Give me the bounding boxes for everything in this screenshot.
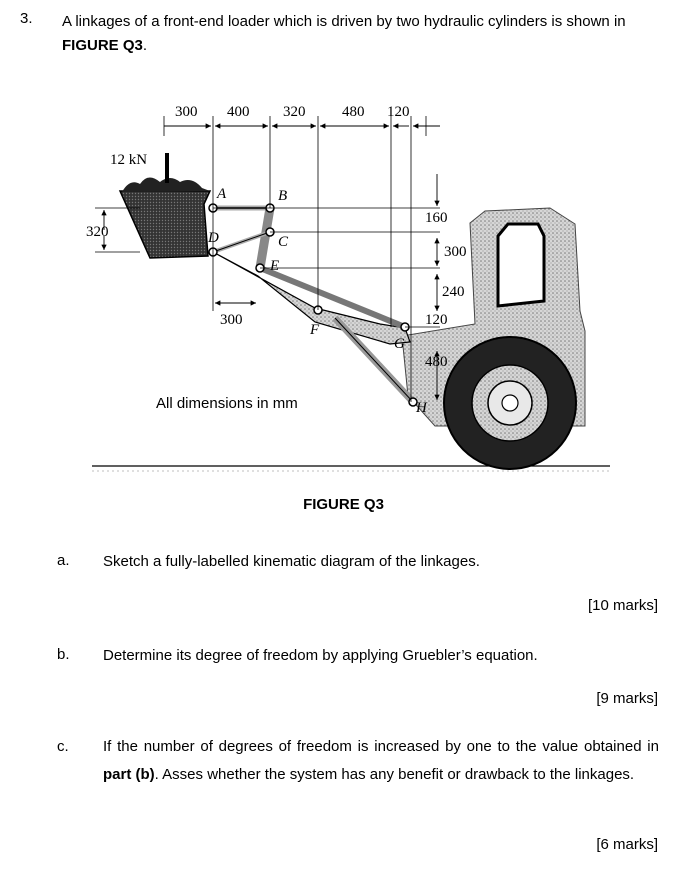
part-a-text: Sketch a fully-labelled kinematic diagram of the linkages. — [103, 553, 480, 570]
part-a-letter: a. — [57, 552, 70, 569]
linkages — [209, 204, 417, 406]
question-text-body: A linkages of a front-end loader which is driven by two hydraulic cylinders is shown in — [62, 13, 626, 30]
question-text — [62, 10, 662, 58]
right-dim-5: 480 — [425, 354, 448, 370]
part-c-text-before: If the number of degrees of freedom is increased by one to the value obtained in — [103, 738, 659, 755]
point-label-B: B — [278, 188, 288, 204]
point-label-E: E — [270, 258, 280, 274]
point-label-H: H — [416, 400, 427, 416]
bucket — [120, 177, 210, 258]
part-c-letter: c. — [57, 738, 69, 755]
bottom-dim: 300 — [220, 312, 243, 328]
top-dim-4: 480 — [342, 104, 365, 120]
part-b-letter: b. — [57, 646, 70, 663]
part-c-text-after: . Asses whether the system has any benefit or drawback to the linkages. — [154, 766, 635, 783]
part-b-text: Determine its degree of freedom by applying Gruebler’s equation. — [103, 647, 538, 664]
part-a-marks: [10 marks] — [587, 597, 658, 614]
load-label: 12 kN — [110, 152, 148, 168]
part-b-marks: [9 marks] — [596, 690, 658, 707]
right-dim-4: 120 — [425, 312, 448, 328]
right-dim-1: 160 — [425, 210, 448, 226]
point-label-F: F — [310, 322, 320, 338]
question-text-end: . — [142, 37, 148, 54]
right-dim-2: 300 — [444, 244, 467, 260]
right-dim-3: 240 — [442, 284, 465, 300]
part-c-bold: part (b) — [103, 766, 155, 783]
part-c-marks: [6 marks] — [596, 836, 658, 853]
point-label-G: G — [394, 336, 405, 352]
dimensions-note: All dimensions in mm — [156, 395, 298, 412]
left-dim: 320 — [86, 224, 109, 240]
point-label-A: A — [217, 186, 227, 202]
ground — [92, 466, 610, 471]
top-dim-1: 300 — [175, 104, 198, 120]
question-number: 3. — [20, 10, 33, 27]
loader-figure — [80, 96, 620, 491]
load-arrow — [165, 153, 169, 183]
tractor-body — [402, 208, 585, 469]
top-dim-2: 400 — [227, 104, 250, 120]
figure-caption: FIGURE Q3 — [303, 496, 384, 513]
figure-reference: FIGURE Q3 — [62, 37, 143, 54]
point-label-D: D — [208, 230, 219, 246]
top-dim-3: 320 — [283, 104, 306, 120]
part-c-text — [103, 733, 659, 789]
top-dim-5: 120 — [387, 104, 410, 120]
point-label-C: C — [278, 234, 289, 250]
